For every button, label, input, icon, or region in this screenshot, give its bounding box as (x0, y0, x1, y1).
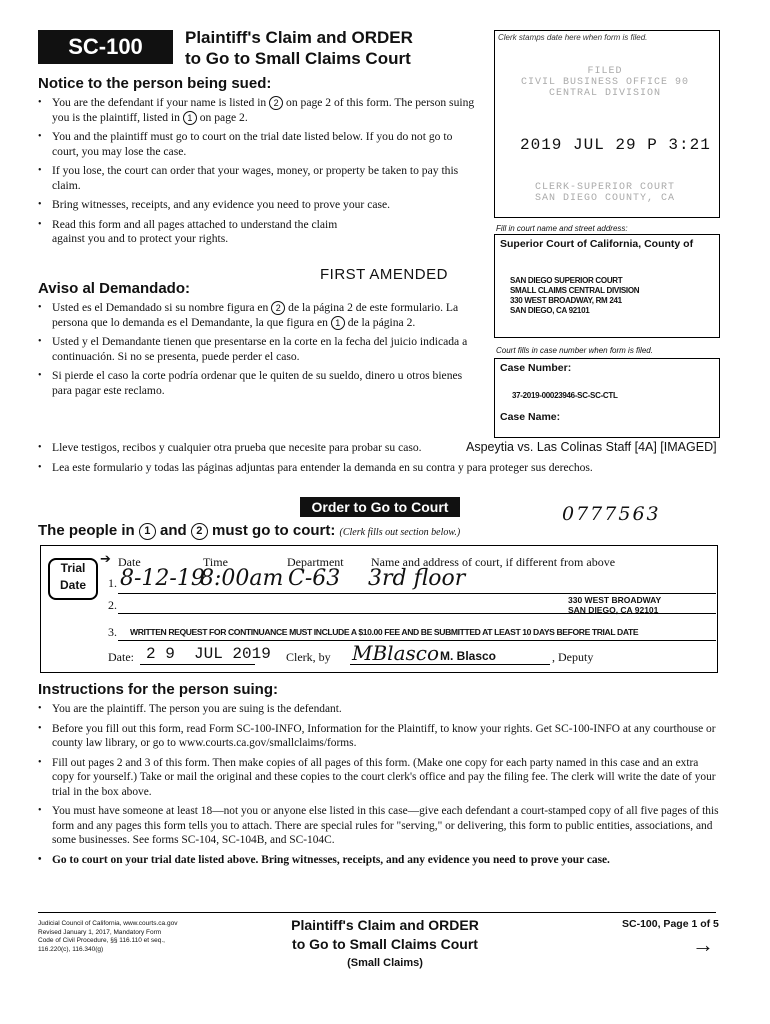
court-address-line: 330 WEST BROADWAY, RM 241 (510, 296, 622, 305)
trial-addr-value: 3rd floor (368, 566, 466, 591)
court-label: Fill in court name and street address: (496, 224, 628, 233)
trial-date-value: 8-12-19 (120, 566, 205, 591)
court-address (510, 276, 639, 316)
clerk-name: M. Blasco (440, 649, 497, 663)
circle-2-icon: 2 (269, 96, 283, 110)
list-item: • Lea este formulario y todas las páginas adjuntas para entender la demanda en su contra y para proteger sus derechos. (36, 461, 726, 476)
clerk-note: (Clerk fills out section below.) (339, 527, 461, 538)
court-stamp-line: CLERK-SUPERIOR COURT (534, 182, 676, 193)
row2-address: 330 WEST BROADWAY SAN DIEGO, CA 92101 (568, 595, 662, 615)
trial-dept-value: C-63 (288, 566, 341, 591)
trial-date-tag: Trial Date (48, 558, 98, 600)
col-address: Name and address of court, if different from above (371, 555, 616, 569)
next-page-arrow-icon: → (692, 932, 714, 957)
row1-num: 1. (108, 576, 117, 590)
notice-list (36, 96, 476, 252)
case-number-label: Case Number: (500, 362, 572, 374)
aviso-list (36, 301, 476, 403)
circle-2-icon: 2 (271, 301, 285, 315)
form-id: SC-100 (38, 30, 173, 64)
col-time: Time (203, 555, 228, 569)
list-item: • Usted es el Demandado si su nombre figura en 2 de la página 2 de este formulario. La persona que lo demanda es el Demandante, la que figura en 1 de la página 2. (36, 301, 476, 330)
list-item: • You are the plaintiff. The person you are suing is the defendant. (36, 702, 722, 717)
order-date-value: 2 9 JUL 2019 (146, 645, 271, 663)
row2-num: 2. (108, 598, 117, 612)
row3-num: 3. (108, 625, 117, 639)
circle-1-icon: 1 (331, 316, 345, 330)
form-title-line1: Plaintiff's Claim and ORDER (185, 28, 413, 47)
list-item: • If you lose, the court can order that your wages, money, or property be taken to pay this claim. (36, 164, 476, 193)
document-number: 0777563 (562, 503, 661, 525)
first-amended-stamp: FIRST AMENDED (320, 266, 448, 283)
deputy-label: , Deputy (552, 650, 594, 664)
list-item: • Fill out pages 2 and 3 of this form. Then make copies of all pages of this form. (Make one copy for each party named in this case and an extra copy for yourself.) Take or mail the original and these copies to the court clerk's office and pay the filing fee. The clerk will write the date of your trial in the box above. (36, 756, 722, 800)
footer-title: Plaintiff's Claim and ORDER to Go to Small Claims Court (Small Claims) (291, 917, 479, 969)
list-item: • You must have someone at least 18—not you or anyone else listed in this case—give each defendant a court-stamped copy of all five pages of this form and any pages this form tells you to attach. There are special rules for "serving," or delivering, this form to public entities, associations, and some businesses. See forms SC-104, SC-104B, and SC-104C. (36, 804, 722, 848)
filed-date-stamp: 2019 JUL 29 P 3:21 (520, 136, 711, 154)
list-item: • Lleve testigos, recibos y cualquier otra prueba que necesite para probar su caso. (36, 441, 462, 456)
people-heading: The people in 1 and 2 must go to court: (Clerk fills out section below.) (38, 522, 461, 539)
list-item: • You are the defendant if your name is listed in 2 on page 2 of this form. The person suing you is the plaintiff, listed in 1 on page 2. (36, 96, 476, 125)
notice-heading: Notice to the person being sued: (38, 75, 272, 92)
court-address-line: SAN DIEGO SUPERIOR COURT (510, 276, 623, 285)
court-stamp (510, 182, 700, 204)
trial-time-value: 8:00am (200, 566, 284, 591)
case-number: 37-2019-00023946-SC-SC-CTL (512, 391, 618, 400)
list-item: • You and the plaintiff must go to court on the trial date listed below. If you do not go to court, you may lose the case. (36, 130, 476, 159)
list-item: • Si pierde el caso la corte podría ordenar que le quiten de su sueldo, dinero u otros bienes para pagar este reclamo. (36, 369, 476, 398)
filed-line: FILED (587, 66, 623, 77)
court-title: Superior Court of California, County of (500, 238, 694, 250)
aviso-heading: Aviso al Demandado: (38, 280, 190, 297)
clerk-label: Clerk, by (286, 650, 331, 664)
filed-line: CIVIL BUSINESS OFFICE 90 (520, 77, 690, 88)
instructions-list (36, 702, 722, 872)
list-item: • Read this form and all pages attached to understand the claim against you and to protect your rights. (36, 218, 342, 247)
form-title-line2: to Go to Small Claims Court (185, 49, 411, 68)
order-bar: Order to Go to Court (300, 497, 460, 517)
circle-2-icon: 2 (191, 523, 208, 540)
list-item: • Go to court on your trial date listed above. Bring witnesses, receipts, and any evidence you need to prove your case. (36, 853, 722, 868)
form-title (185, 27, 413, 69)
page-number: SC-100, Page 1 of 5 (622, 918, 719, 930)
circle-1-icon: 1 (139, 523, 156, 540)
list-item: • Before you fill out this form, read Form SC-100-INFO, Information for the Plaintiff, to know your rights. Get SC-100-INFO at any courthouse or county law library, or go to www.courts.ca.gov/smallclaims/forms. (36, 722, 722, 751)
date-label: Date: (108, 650, 134, 664)
instructions-heading: Instructions for the person suing: (38, 681, 279, 698)
col-date: Date (118, 555, 141, 569)
court-address-line: SMALL CLAIMS CENTRAL DIVISION (510, 286, 640, 295)
arrow-right-icon: ➔ (100, 551, 111, 566)
stamp-caption: Clerk stamps date here when form is filed. (498, 33, 648, 42)
list-item: • Bring witnesses, receipts, and any evidence you need to prove your case. (36, 198, 476, 213)
footer-citation: Judicial Council of California, www.courts.ca.gov Revised January 1, 2017, Mandatory Form Code of Civil Procedure, §§ 116.110 et seq., 116.220(c), 116.340(g) (38, 920, 178, 953)
case-name: Aspeytia vs. Las Colinas Staff [4A] [IMAGED] (466, 440, 717, 454)
continuance-notice: WRITTEN REQUEST FOR CONTINUANCE MUST INCLUDE A $10.00 FEE AND BE SUBMITTED AT LEAST 10 DAYS BEFORE TRIAL DATE (130, 627, 639, 637)
case-name-label: Case Name: (500, 411, 561, 423)
court-address-line: SAN DIEGO, CA 92101 (510, 306, 590, 315)
clerk-signature: MBlasco (352, 641, 440, 665)
list-item: • Usted y el Demandante tienen que presentarse en la corte en la fecha del juicio indicada a continuación. Si no se presenta, puede perder el caso. (36, 335, 476, 364)
col-department: Department (287, 555, 344, 569)
filed-stamp (510, 66, 700, 99)
case-label: Court fills in case number when form is filed. (496, 346, 653, 355)
filed-line: CENTRAL DIVISION (548, 88, 661, 99)
circle-1-icon: 1 (183, 111, 197, 125)
court-stamp-line: SAN DIEGO COUNTY, CA (534, 193, 676, 204)
